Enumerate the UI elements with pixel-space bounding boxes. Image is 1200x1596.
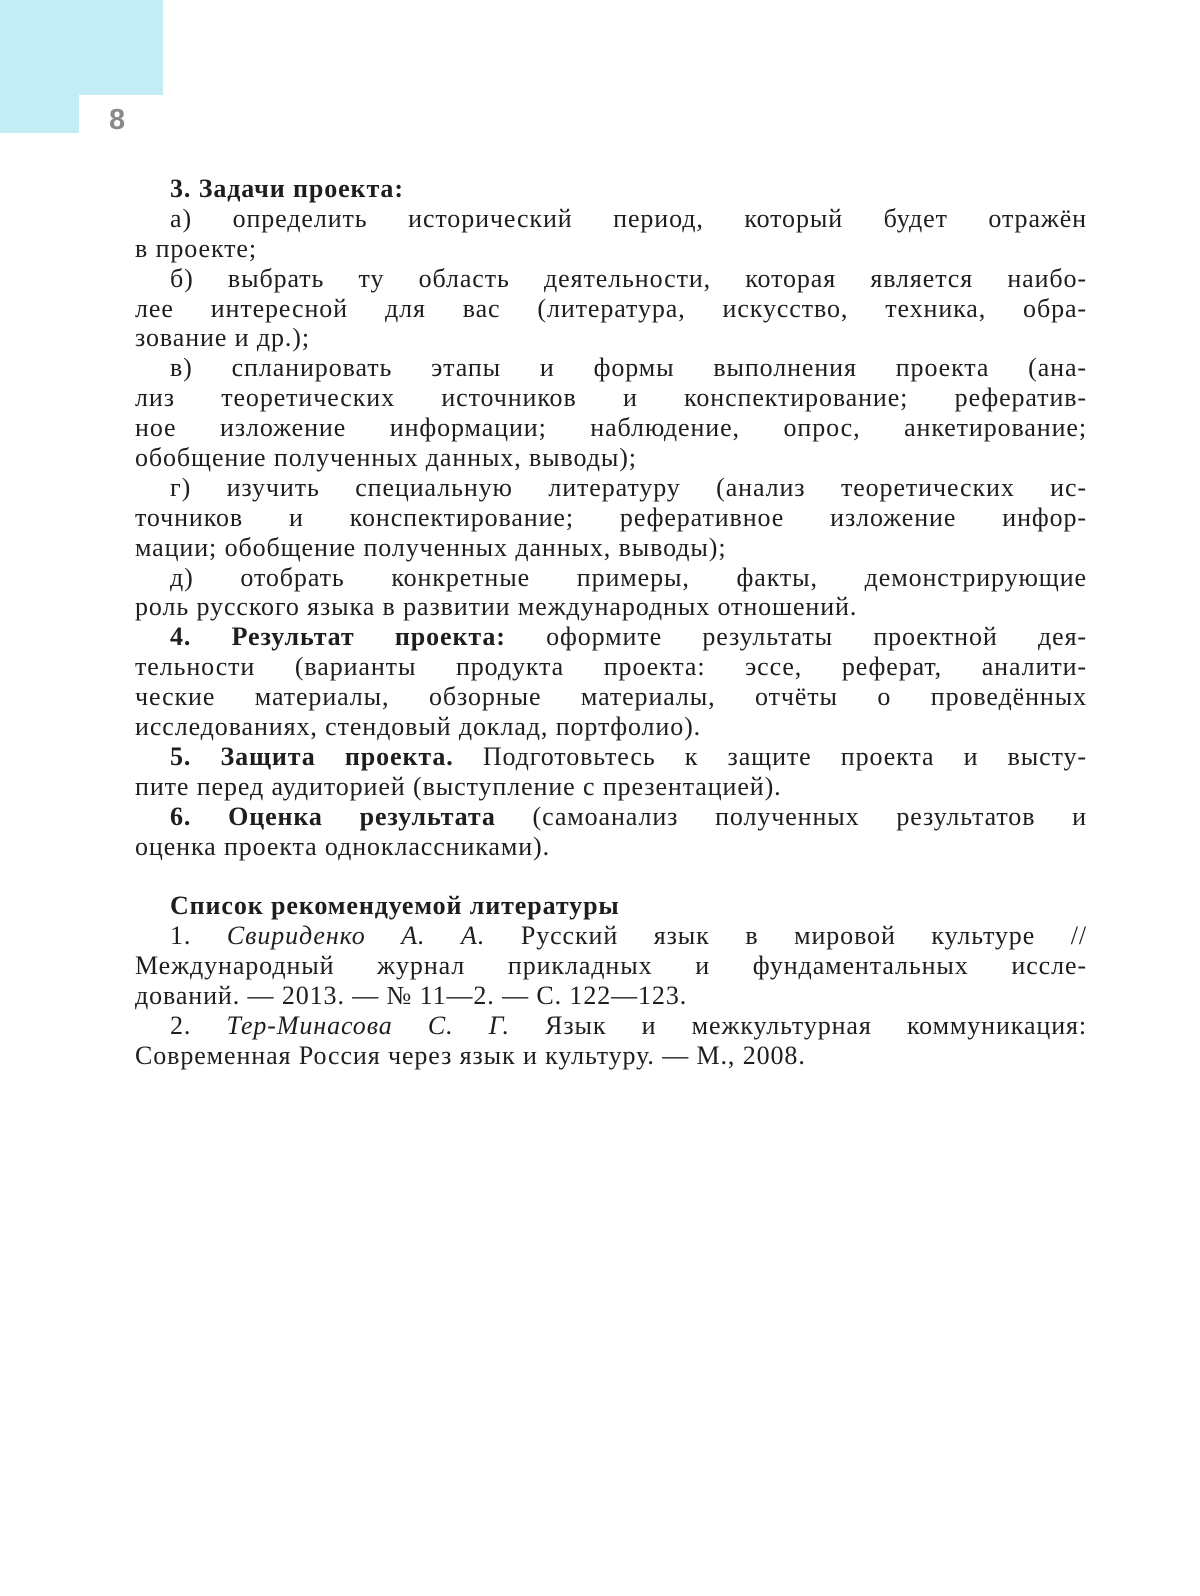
bold-text: 6. Оценка результата [170,801,496,831]
bold-text: Список рекомендуемой литературы [170,891,620,921]
text-line [135,951,1087,981]
text-segment: г) изучить специальную литературу (анализ теоретических ис- [170,472,1087,502]
text-segment: ческие материалы, обзорные материалы, отчёты о проведённых [135,682,1087,712]
text-line [135,563,1087,593]
page-corner-tab-lower [0,95,79,133]
text-line [135,353,1087,383]
text-line [135,712,1087,742]
text-segment: д) отобрать конкретные примеры, факты, демонстрирующие [170,562,1087,592]
text-segment: Русский язык в мировой культуре // [485,921,1087,951]
text-line [135,622,1087,652]
text-segment: оценка проекта одноклассниками). [135,831,550,861]
text-segment: пите перед аудиторией (выступление с презентацией). [135,771,782,801]
text-segment: в проекте; [135,233,257,263]
text-line [135,772,1087,802]
text-segment: лее интересной для вас (литература, искусство, техника, обра- [135,293,1087,323]
text-segment: обобщение полученных данных, выводы); [135,443,637,473]
text-line [135,443,1087,473]
text-segment: Современная Россия через язык и культуру. — М., 2008. [135,1040,806,1070]
text-line [135,323,1087,353]
text-line [135,891,1087,921]
text-segment: в) спланировать этапы и формы выполнения проекта (ана- [170,353,1087,383]
text-segment: исследованиях, стендовый доклад, портфолио). [135,712,702,742]
text-line [135,264,1087,294]
text-segment: оформите результаты проектной дея- [505,622,1087,652]
bold-text: 3. Задачи проекта: [170,174,404,203]
text-line [135,652,1087,682]
text-segment: Язык и межкультурная коммуникация: [509,1011,1087,1041]
text-line [135,742,1087,772]
text-line [135,204,1087,234]
text-segment: 1. [170,921,227,951]
text-line [135,294,1087,324]
text-line [135,921,1087,951]
text-line [135,174,1087,204]
text-segment: мации; обобщение полученных данных, выводы); [135,532,727,562]
page-number: 8 [109,104,126,136]
text-segment: Международный журнал прикладных и фундаментальных иссле- [135,951,1087,981]
text-segment: дований. — 2013. — № 11—2. — С. 122—123. [135,981,688,1011]
page-body-text [135,174,1087,1071]
text-line [135,413,1087,443]
bold-text: 5. Защита проекта. [170,741,454,771]
text-line [135,503,1087,533]
text-segment: 2. [170,1011,227,1041]
text-segment: точников и конспектирование; реферативное изложение инфор- [135,502,1087,532]
text-segment: б) выбрать ту область деятельности, которая является наибо- [170,263,1087,293]
text-line [135,592,1087,622]
text-line [135,1041,1087,1071]
text-segment: лиз теоретических источников и конспектирование; рефератив- [135,383,1087,413]
text-line [135,473,1087,503]
text-line [135,832,1087,862]
bold-text: 4. Результат проекта: [170,622,506,652]
text-segment: а) определить исторический период, который будет отражён [170,203,1087,233]
text-segment: Подготовьтесь к защите проекта и высту- [453,741,1087,771]
text-segment: зование и др.); [135,323,310,353]
text-segment: тельности (варианты продукта проекта: эссе, реферат, аналити- [135,652,1087,682]
text-line [135,533,1087,563]
text-line [135,682,1087,712]
page-corner-tab [0,0,163,95]
text-line [135,1011,1087,1041]
text-segment: (самоанализ полученных результатов и [495,801,1087,831]
text-line [135,802,1087,832]
text-segment: роль русского языка в развитии международных отношений. [135,592,858,622]
text-line [135,383,1087,413]
italic-text: Свириденко А. А. [226,921,486,951]
italic-text: Тер-Минасова С. Г. [226,1011,510,1041]
text-line [135,234,1087,264]
text-line [135,981,1087,1011]
text-segment: ное изложение информации; наблюдение, опрос, анкетирование; [135,413,1087,443]
